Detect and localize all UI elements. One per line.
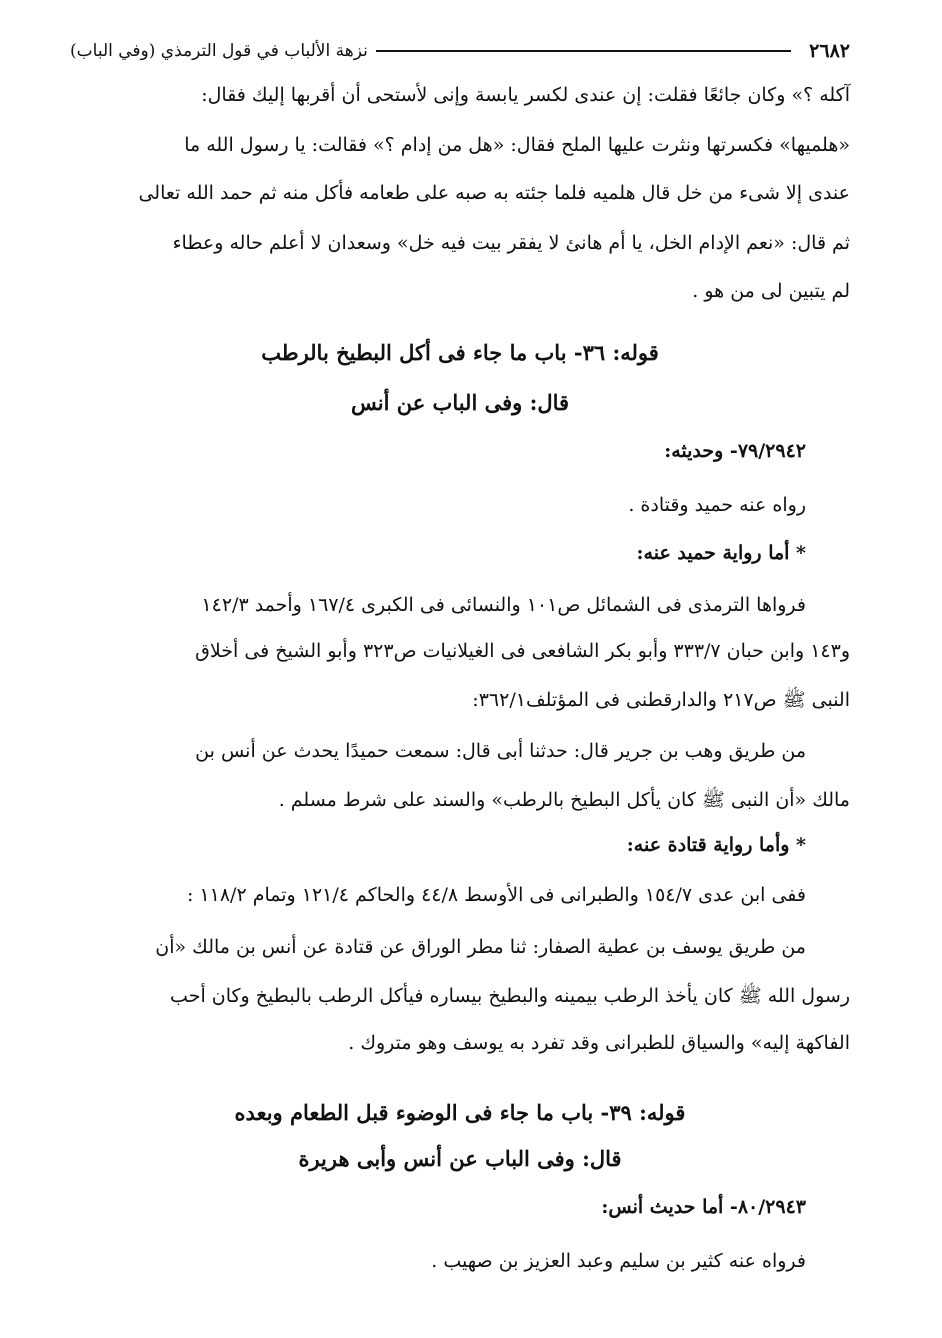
chapter-subheading: قال: وفى الباب عن أنس: [350, 390, 570, 415]
chapter-heading: قوله: ٣٦- باب ما جاء فى أكل البطيخ بالرطب: [261, 340, 659, 365]
running-title: نزهة الألباب في قول الترمذي (وفي الباب): [70, 41, 368, 61]
header-rule: [376, 50, 791, 52]
text-line: فرواه عنه كثير بن سليم وعبد العزيز بن صهيب .: [431, 1250, 806, 1272]
text-line: فرواها الترمذى فى الشمائل ص١٠١ والنسائى فى الكبرى ١٦٧/٤ وأحمد ١٤٢/٣: [201, 594, 806, 616]
text-line: رسول الله ﷺ كان يأخذ الرطب بيمينه والبطيخ بيساره فيأكل الرطب بالبطيخ وكان أحب: [170, 985, 850, 1007]
text-line: النبى ﷺ ص٢١٧ والدارقطنى فى المؤتلف٣٦٢/١:: [472, 689, 850, 711]
page-number: ٢٦٨٢: [809, 40, 850, 62]
subsection-heading: * وأما رواية قتادة عنه:: [626, 834, 806, 856]
hadith-number: ٨٠/٢٩٤٣- أما حديث أنس:: [601, 1196, 806, 1218]
running-header: [70, 36, 850, 66]
hadith-number: ٧٩/٢٩٤٢- وحديثه:: [664, 440, 806, 462]
text-line: عندى إلا شىء من خل قال هلميه فلما جئته به صبه على طعامه فأكل منه ثم حمد الله تعالى: [138, 182, 850, 204]
text-line: ففى ابن عدى ١٥٤/٧ والطبرانى فى الأوسط ٤٤/٨ والحاكم ١٢١/٤ وتمام ١١٨/٢ :: [186, 884, 806, 906]
text-line: الفاكهة إليه» والسياق للطبرانى وقد تفرد به يوسف وهو متروك .: [348, 1032, 850, 1054]
text-line: و١٤٣ وابن حبان ٣٣٣/٧ وأبو بكر الشافعى فى الغيلانيات ص٣٢٣ وأبو الشيخ فى أخلاق: [195, 640, 850, 662]
text-line: ثم قال: «نعم الإدام الخل، يا أم هانئ لا يفقر بيت فيه خل» وسعدان لا أعلم حاله وعطاء: [172, 232, 850, 254]
chapter-heading: قوله: ٣٩- باب ما جاء فى الوضوء قبل الطعام وبعده: [234, 1100, 686, 1125]
chapter-subheading: قال: وفى الباب عن أنس وأبى هريرة: [298, 1146, 622, 1171]
subsection-heading: * أما رواية حميد عنه:: [636, 542, 806, 564]
text-line: مالك «أن النبى ﷺ كان يأكل البطيخ بالرطب» والسند على شرط مسلم .: [278, 789, 850, 811]
text-line: لم يتبين لى من هو .: [692, 280, 850, 302]
text-line: من طريق يوسف بن عطية الصفار: ثنا مطر الوراق عن قتادة عن أنس بن مالك «أن: [155, 936, 806, 958]
text-line: من طريق وهب بن جرير قال: حدثنا أبى قال: سمعت حميدًا يحدث عن أنس بن: [195, 740, 806, 762]
text-line: «هلميها» فكسرتها ونثرت عليها الملح فقال: «هل من إدام ؟» فقالت: يا رسول الله ما: [184, 134, 850, 156]
text-line: آكله ؟» وكان جائعًا فقلت: إن عندى لكسر يابسة وإنى لأستحى أن أقربها إليك فقال:: [201, 84, 850, 106]
text-line: رواه عنه حميد وقتادة .: [628, 494, 806, 516]
